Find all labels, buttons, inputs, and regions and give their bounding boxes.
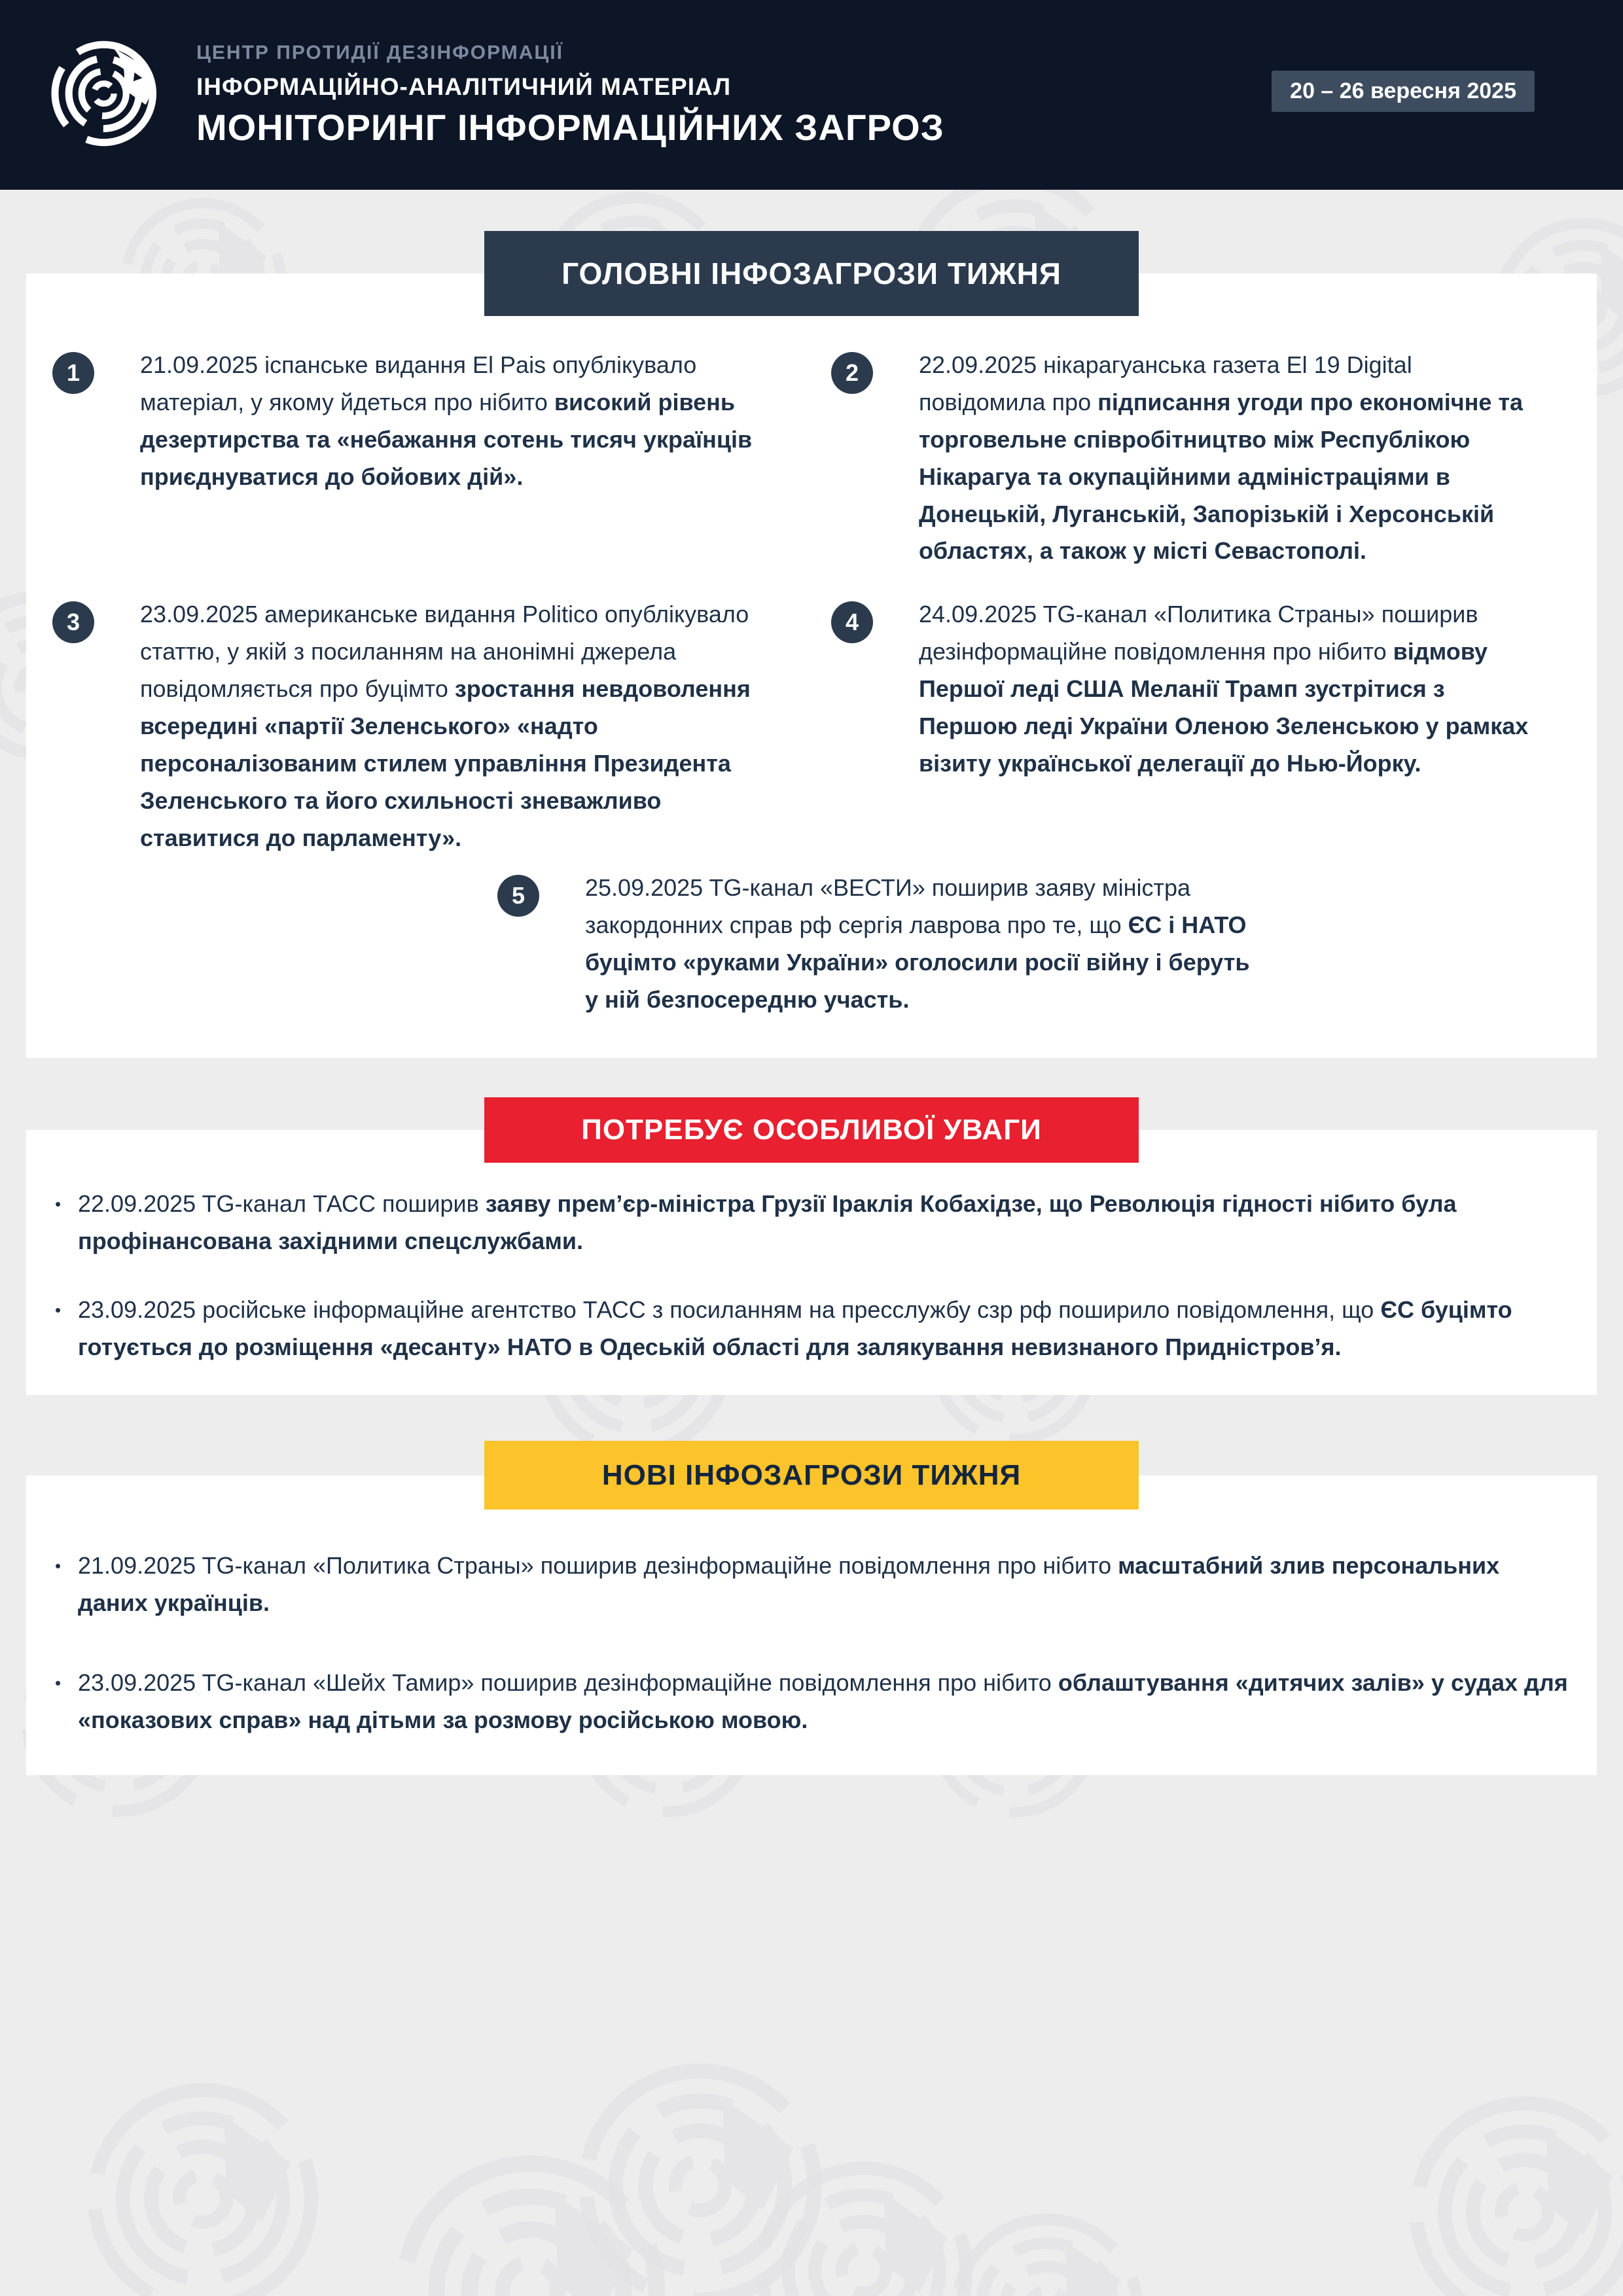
threat-number-badge: 4 bbox=[831, 601, 873, 643]
bullet-dot-icon: • bbox=[55, 1673, 62, 1693]
threat-text-normal: 25.09.2025 TG-канал «ВЕСТИ» поширив заяву міністра закордонних справ рф сергія лаврова про те, що bbox=[585, 874, 1190, 939]
bullet-text-normal: 22.09.2025 TG-канал ТАСС поширив bbox=[78, 1190, 486, 1217]
threat-item-2 bbox=[831, 347, 1571, 570]
date-range-badge: 20 – 26 вересня 2025 bbox=[1272, 71, 1535, 112]
threat-item-4 bbox=[831, 596, 1571, 857]
threat-number-badge: 5 bbox=[497, 875, 539, 917]
threat-text-normal: 22.09.2025 нікарагуанська газета El 19 Digital повідомила про bbox=[919, 351, 1412, 415]
cpd-watermark-icon bbox=[753, 2159, 975, 2296]
threat-number-badge: 3 bbox=[52, 601, 94, 643]
cpd-watermark-icon bbox=[949, 2212, 1145, 2296]
new-threats-card bbox=[26, 1475, 1597, 1775]
header bbox=[0, 0, 1623, 190]
bullet-text-normal: 23.09.2025 TG-канал «Шейх Тамир» поширив дезінформаційне повідомлення про нібито bbox=[78, 1669, 1058, 1697]
cpd-watermark-icon bbox=[1407, 2094, 1623, 2296]
threat-item-3 bbox=[52, 596, 792, 857]
threat-text-normal: 21.09.2025 іспанське видання El Pais опублікувало матеріал, у якому йдеться про нібито bbox=[140, 351, 697, 415]
bullet-text bbox=[78, 1547, 1571, 1622]
threat-text-normal: 23.09.2025 американське видання Politico опублікувало статтю, у якій з посиланням на анонімні джерела повідомляється про буцімто bbox=[140, 601, 749, 702]
bullet-text-normal: 21.09.2025 TG-канал «Политика Страны» поширив дезінформаційне повідомлення про нібито bbox=[78, 1552, 1118, 1580]
bullet-text bbox=[78, 1665, 1571, 1739]
main-threats-card bbox=[26, 274, 1597, 1058]
bullet-text-bold: облаштування «дитячих залів» у судах для «показових справ» над дітьми за розмову російською мовою. bbox=[78, 1669, 1568, 1733]
bullet-text bbox=[78, 1292, 1571, 1366]
threat-text-normal: 24.09.2025 TG-канал «Политика Страны» поширив дезінформаційне повідомлення про нібито bbox=[919, 601, 1478, 665]
threat-text bbox=[919, 596, 1538, 782]
attention-item-1 bbox=[52, 1186, 1571, 1260]
cpd-watermark-icon bbox=[85, 2081, 321, 2296]
section-banner-new-threats: НОВІ ІНФОЗАГРОЗИ ТИЖНЯ bbox=[484, 1441, 1139, 1510]
bullet-text-bold: заяву прем’єр-міністра Грузії Іраклія Кобахідзе, що Революція гідності нібито була профінансована західними спецслужбами. bbox=[78, 1190, 1457, 1254]
threat-item-5 bbox=[497, 870, 1296, 1019]
threat-text bbox=[140, 347, 759, 496]
new-threat-item-2 bbox=[52, 1665, 1571, 1739]
main-threats-grid bbox=[52, 347, 1571, 1019]
threat-text-bold: підписання угоди про економічне та торговельне співробітництво між Республікою Нікарагуа та окупаційними адміністраціями в Донецькій, Луганській, Запорізькій і Херсонській областях, а також у місті Севастополі. bbox=[919, 388, 1524, 565]
threat-item-1 bbox=[52, 347, 792, 570]
threat-text-bold: зростання невдоволення всередині «партії Зеленського» «надто персоналізованим стилем управління Президента Зеленського та його схильності зневажливо ставитися до парламенту». bbox=[140, 675, 751, 851]
bullet-text bbox=[78, 1186, 1571, 1260]
bullet-text-bold: ЄС буцімто готується до розміщення «десанту» НАТО в Одеській області для залякування невизнаного Придністров’я. bbox=[78, 1296, 1512, 1360]
header-subtitle: ІНФОРМАЦІЙНО-АНАЛІТИЧНИЙ МАТЕРІАЛ bbox=[196, 73, 732, 100]
threat-number-badge: 1 bbox=[52, 352, 94, 394]
bullet-dot-icon: • bbox=[55, 1556, 62, 1576]
cpd-logo-icon bbox=[51, 31, 162, 159]
threat-text bbox=[919, 347, 1538, 570]
bullet-text-bold: масштабний злив персональних даних українців. bbox=[78, 1552, 1500, 1617]
threat-text bbox=[585, 870, 1263, 1019]
attention-item-2 bbox=[52, 1292, 1571, 1366]
bullet-dot-icon: • bbox=[55, 1193, 62, 1214]
section-banner-special-attention: ПОТРЕБУЄ ОСОБЛИВОЇ УВАГИ bbox=[484, 1097, 1139, 1163]
new-threat-item-1 bbox=[52, 1547, 1571, 1622]
page-title: МОНІТОРИНГ ІНФОРМАЦІЙНИХ ЗАГРОЗ bbox=[196, 106, 944, 148]
threat-text-bold: високий рівень дезертирства та «небажання сотень тисяч українців приєднуватися до бойових дій». bbox=[140, 388, 753, 490]
section-banner-main-threats: ГОЛОВНІ ІНФОЗАГРОЗИ ТИЖНЯ bbox=[484, 231, 1139, 316]
header-text-block bbox=[196, 42, 1272, 149]
threat-number-badge: 2 bbox=[831, 352, 873, 394]
org-name: ЦЕНТР ПРОТИДІЇ ДЕЗІНФОРМАЦІЇ bbox=[196, 41, 563, 63]
threat-text bbox=[140, 596, 759, 857]
bullet-text-normal: 23.09.2025 російське інформаційне агентство ТАСС з посиланням на пресслужбу сзр рф поширило повідомлення, що bbox=[78, 1296, 1381, 1323]
special-attention-card bbox=[26, 1130, 1597, 1396]
bullet-dot-icon: • bbox=[55, 1299, 62, 1320]
threat-text-bold: відмову Першої леді США Меланії Трамп зустрітися з Першою леді України Оленою Зеленською у рамках візиту української делегації до Нью-Йорку. bbox=[919, 638, 1529, 777]
threat-text-bold: ЄС і НАТО буцімто «руками України» оголосили росії війну і беруть у ній безпосередню участь. bbox=[585, 911, 1250, 1013]
